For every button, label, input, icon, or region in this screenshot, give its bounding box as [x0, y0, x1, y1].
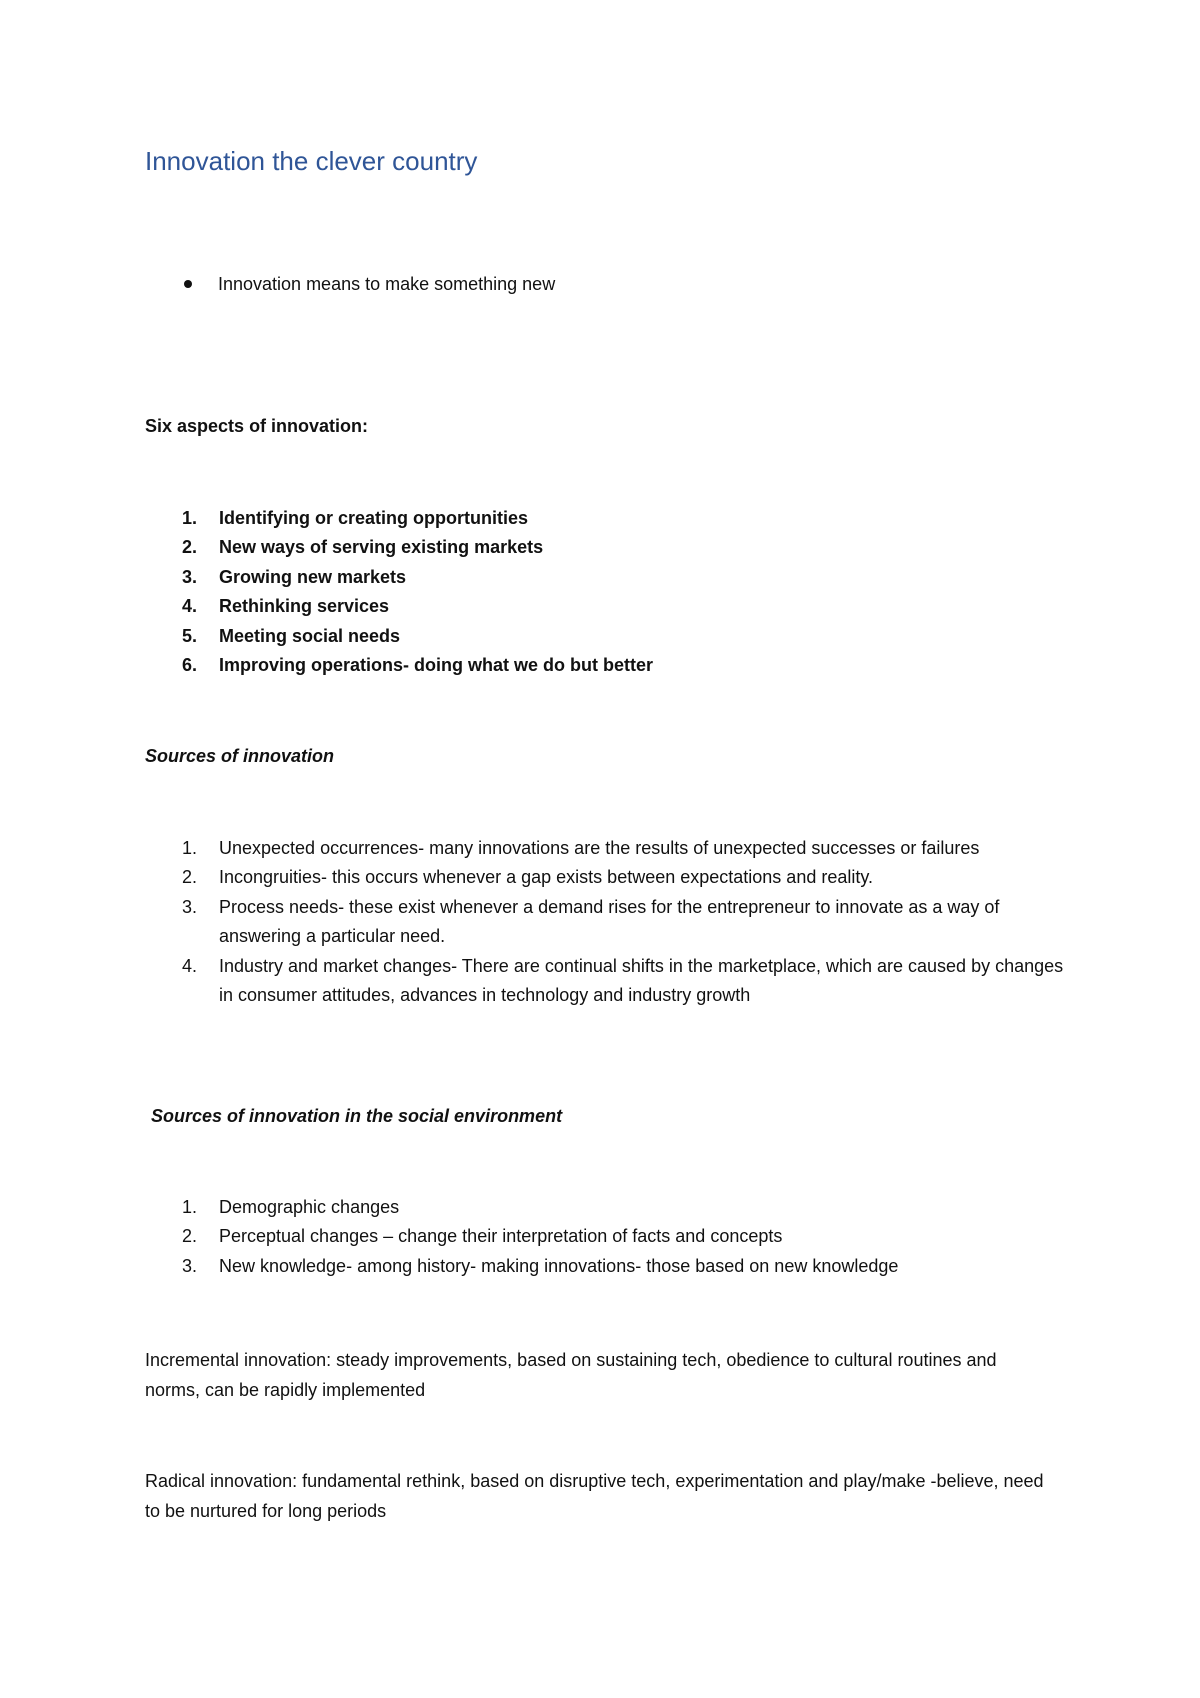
sources-heading: Sources of innovation	[145, 746, 335, 766]
list-item: 4. Industry and market changes- There are continual shifts in the marketplace, which are caused by changes in consumer attitudes, advances in technology and industry growth	[182, 955, 1064, 1006]
list-item: 1. Unexpected occurrences- many innovations are the results of unexpected successes or failures	[182, 838, 980, 858]
list-item: 2. New ways of serving existing markets	[182, 537, 544, 558]
radical-paragraph: Radical innovation: fundamental rethink, based on disruptive tech, experimentation and play/make -believe, need to be nurtured for long periods	[145, 1471, 1044, 1521]
list-item: 2. Perceptual changes – change their interpretation of facts and concepts	[182, 1226, 783, 1247]
sources-list	[145, 834, 1079, 1010]
list-item: 5. Meeting social needs	[182, 625, 401, 646]
social-list	[145, 1193, 898, 1281]
incremental-paragraph: Incremental innovation: steady improvements, based on sustaining tech, obedience to cultural routines and norms, can be rapidly implemented	[145, 1350, 997, 1400]
list-item: 3. Growing new markets	[182, 566, 407, 587]
list-item: 3. New knowledge- among history- making innovations- those based on new knowledge	[182, 1255, 899, 1276]
list-item: 1. Identifying or creating opportunities	[182, 508, 529, 528]
list-item: 6. Improving operations- doing what we do but better	[182, 655, 653, 676]
six-aspects-heading: Six aspects of innovation:	[145, 416, 369, 436]
list-item: 3. Process needs- these exist whenever a demand rises for the entrepreneur to innovate as a way of answering a particular need.	[182, 896, 1000, 947]
list-item: 2. Incongruities- this occurs whenever a gap exists between expectations and reality.	[182, 867, 874, 888]
list-item: 4. Rethinking services	[182, 596, 390, 617]
bullet-icon	[184, 280, 192, 288]
six-aspects-list	[145, 504, 653, 680]
list-item: 1. Demographic changes	[182, 1197, 400, 1217]
social-heading: Sources of innovation in the social environment	[151, 1106, 563, 1126]
document-title: Innovation the clever country	[145, 146, 478, 176]
bullet-text: Innovation means to make something new	[218, 274, 556, 294]
